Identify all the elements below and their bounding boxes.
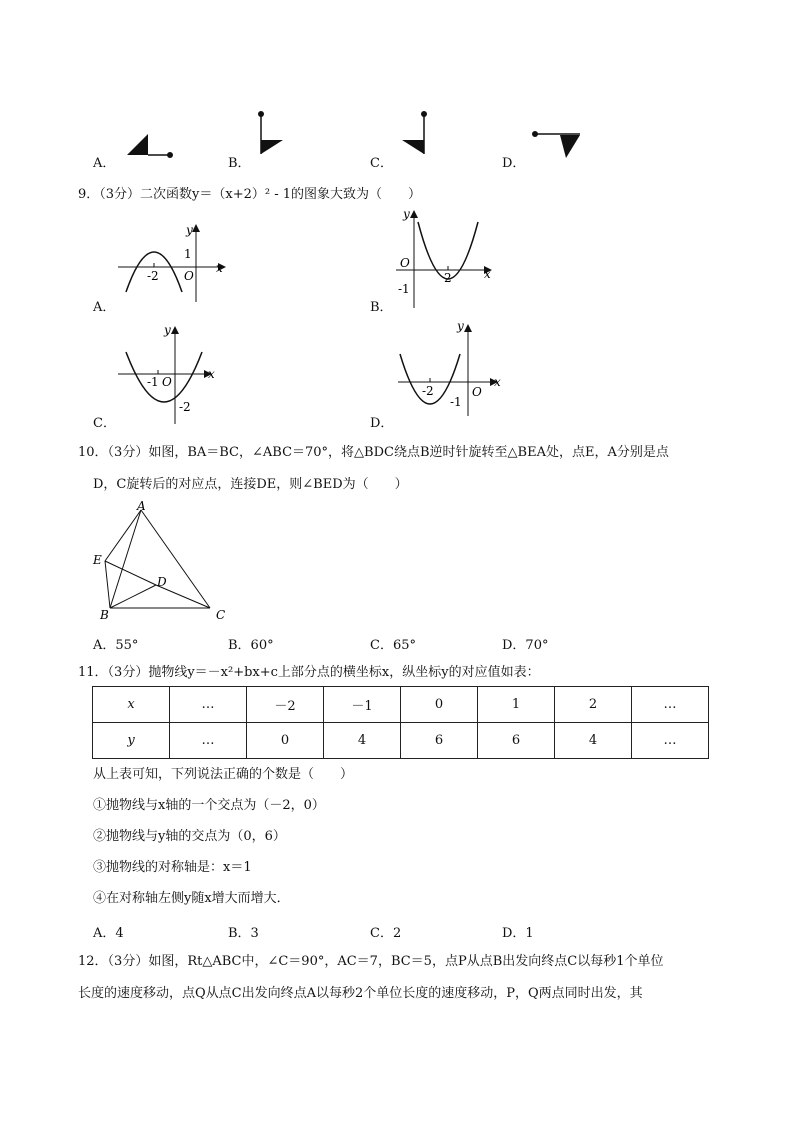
q10-option-c: C．65°: [370, 638, 416, 653]
q10-option-a: A．55°: [93, 638, 139, 653]
q8-figure-b: [250, 106, 290, 160]
q8-option-b-label: B．: [228, 156, 251, 171]
q9-c-x-label: x: [208, 367, 215, 381]
q8-figure-c: [394, 106, 434, 160]
q9-option-d: D．: [370, 416, 394, 431]
table-cell: …: [632, 687, 709, 723]
q9-graph-b: [392, 204, 504, 312]
q8-a-triangle: [127, 134, 148, 155]
q9-d-y-label: y: [457, 319, 464, 333]
table-cell: 4: [555, 723, 632, 759]
q8-c-triangle: [402, 140, 424, 154]
q10-seg-eb: [105, 561, 110, 608]
q9-d-tick-y: -1: [450, 395, 462, 409]
q9-stem: 9．（3分）二次函数y＝（x+2）² - 1的图象大致为（ ）: [78, 187, 422, 202]
table-cell: …: [170, 723, 247, 759]
q9-d-tick-x: -2: [422, 384, 434, 398]
q9-b-y-label: y: [403, 207, 410, 221]
q10-option-d: D．70°: [502, 638, 549, 653]
q9-a-tick-y: 1: [184, 247, 192, 261]
q12-stem-line2: 长度的速度移动，点Q从点C出发向终点A以每秒2个单位长度的速度移动，P，Q两点同时出发，其: [78, 986, 643, 1001]
table-cell: 4: [324, 723, 401, 759]
q10-seg-ae: [105, 510, 141, 561]
q9-c-tick-x: -1: [147, 375, 159, 389]
q9-a-y-label: y: [186, 223, 193, 237]
table-cell: 0: [401, 687, 478, 723]
q10-seg-bd: [110, 585, 156, 608]
q11-intro: 从上表可知，下列说法正确的个数是（ ）: [93, 767, 354, 782]
q9-option-b: B．: [370, 300, 393, 315]
q11-option-d: D．1: [502, 926, 534, 941]
q8-d-triangle: [560, 135, 580, 158]
q8-b-triangle: [261, 140, 283, 154]
q11-stem: 11．（3分）抛物线y＝－x²+bx+c上部分点的横坐标x，纵坐标y的对应值如表：: [78, 665, 540, 680]
table-cell: 6: [401, 723, 478, 759]
q10-stem-line1: 10．（3分）如图，BA＝BC，∠ABC＝70°，将△BDC绕点B逆时针旋转至△BEA处，点E，A分别是点: [78, 445, 669, 460]
table-cell: …: [632, 723, 709, 759]
q8-figure-a: [120, 128, 180, 162]
q10-label-c: C: [216, 608, 226, 622]
table-cell: 6: [478, 723, 555, 759]
table-cell: 1: [478, 687, 555, 723]
q11-value-table: [92, 686, 709, 759]
q10-label-d: D: [157, 575, 167, 589]
q10-label-e: E: [93, 553, 102, 567]
q8-figure-d: [526, 126, 586, 162]
q8-option-d-label: D．: [502, 156, 526, 171]
q9-graph-d: [394, 318, 506, 418]
table-row: [93, 723, 709, 759]
q9-graph-a: [114, 222, 234, 306]
q9-option-a: A．: [93, 300, 116, 315]
q10-triangle-figure: [88, 498, 238, 626]
q10-seg-ed: [105, 561, 156, 585]
q9-c-y-label: y: [164, 323, 171, 337]
q9-d-y-arrow-icon: [464, 324, 472, 332]
q9-d-x-label: x: [494, 375, 501, 389]
q9-b-y-arrow-icon: [410, 210, 418, 218]
table-cell: 0: [247, 723, 324, 759]
q11-option-c: C．2: [370, 926, 402, 941]
q9-a-tick-x: -2: [147, 269, 159, 283]
q9-c-origin: O: [162, 375, 172, 389]
q11-statement-1: ①抛物线与x轴的一个交点为（－2，0）: [93, 798, 325, 813]
q9-b-origin: O: [400, 256, 410, 270]
q9-c-y-arrow-icon: [171, 326, 179, 334]
q11-statement-2: ②抛物线与y轴的交点为（0，6）: [93, 829, 286, 844]
q9-b-tick-y: -1: [398, 282, 410, 296]
q10-option-b: B．60°: [228, 638, 274, 653]
q12-stem-line1: 12．（3分）如图，Rt△ABC中，∠C＝90°，AC＝7，BC＝5，点P从点B出发向终点C以每秒1个单位: [78, 954, 664, 969]
q11-option-b: B．3: [228, 926, 259, 941]
q11-statement-4: ④在对称轴左侧y随x增大而增大．: [93, 891, 290, 906]
q10-stem-line2: D，C旋转后的对应点，连接DE，则∠BED为（ ）: [93, 477, 408, 492]
q9-graph-c: [114, 320, 222, 426]
q9-b-tick-x: 2: [444, 271, 452, 285]
q9-a-x-label: x: [216, 261, 223, 275]
q9-b-x-label: x: [484, 267, 491, 281]
q9-a-origin: O: [184, 269, 194, 283]
q9-c-tick-y: -2: [179, 400, 191, 414]
q9-d-origin: O: [472, 385, 482, 399]
q8-option-a-label: A．: [93, 156, 116, 171]
q8-a-dot: [167, 152, 173, 158]
q9-option-c: C．: [93, 416, 116, 431]
q11-option-a: A．4: [93, 926, 124, 941]
table-cell: 2: [555, 687, 632, 723]
q10-label-b: B: [100, 608, 109, 622]
table-cell: …: [170, 687, 247, 723]
table-cell: －1: [324, 687, 401, 723]
table-row: [93, 687, 709, 723]
table-cell: －2: [247, 687, 324, 723]
q11-statement-3: ③抛物线的对称轴是：x＝1: [93, 860, 252, 875]
q10-seg-ab: [110, 510, 141, 608]
q8-option-c-label: C．: [370, 156, 393, 171]
q9-a-y-arrow-icon: [192, 224, 200, 232]
table-cell: y: [93, 723, 170, 759]
table-cell: x: [93, 687, 170, 723]
q10-label-a: A: [137, 499, 146, 513]
